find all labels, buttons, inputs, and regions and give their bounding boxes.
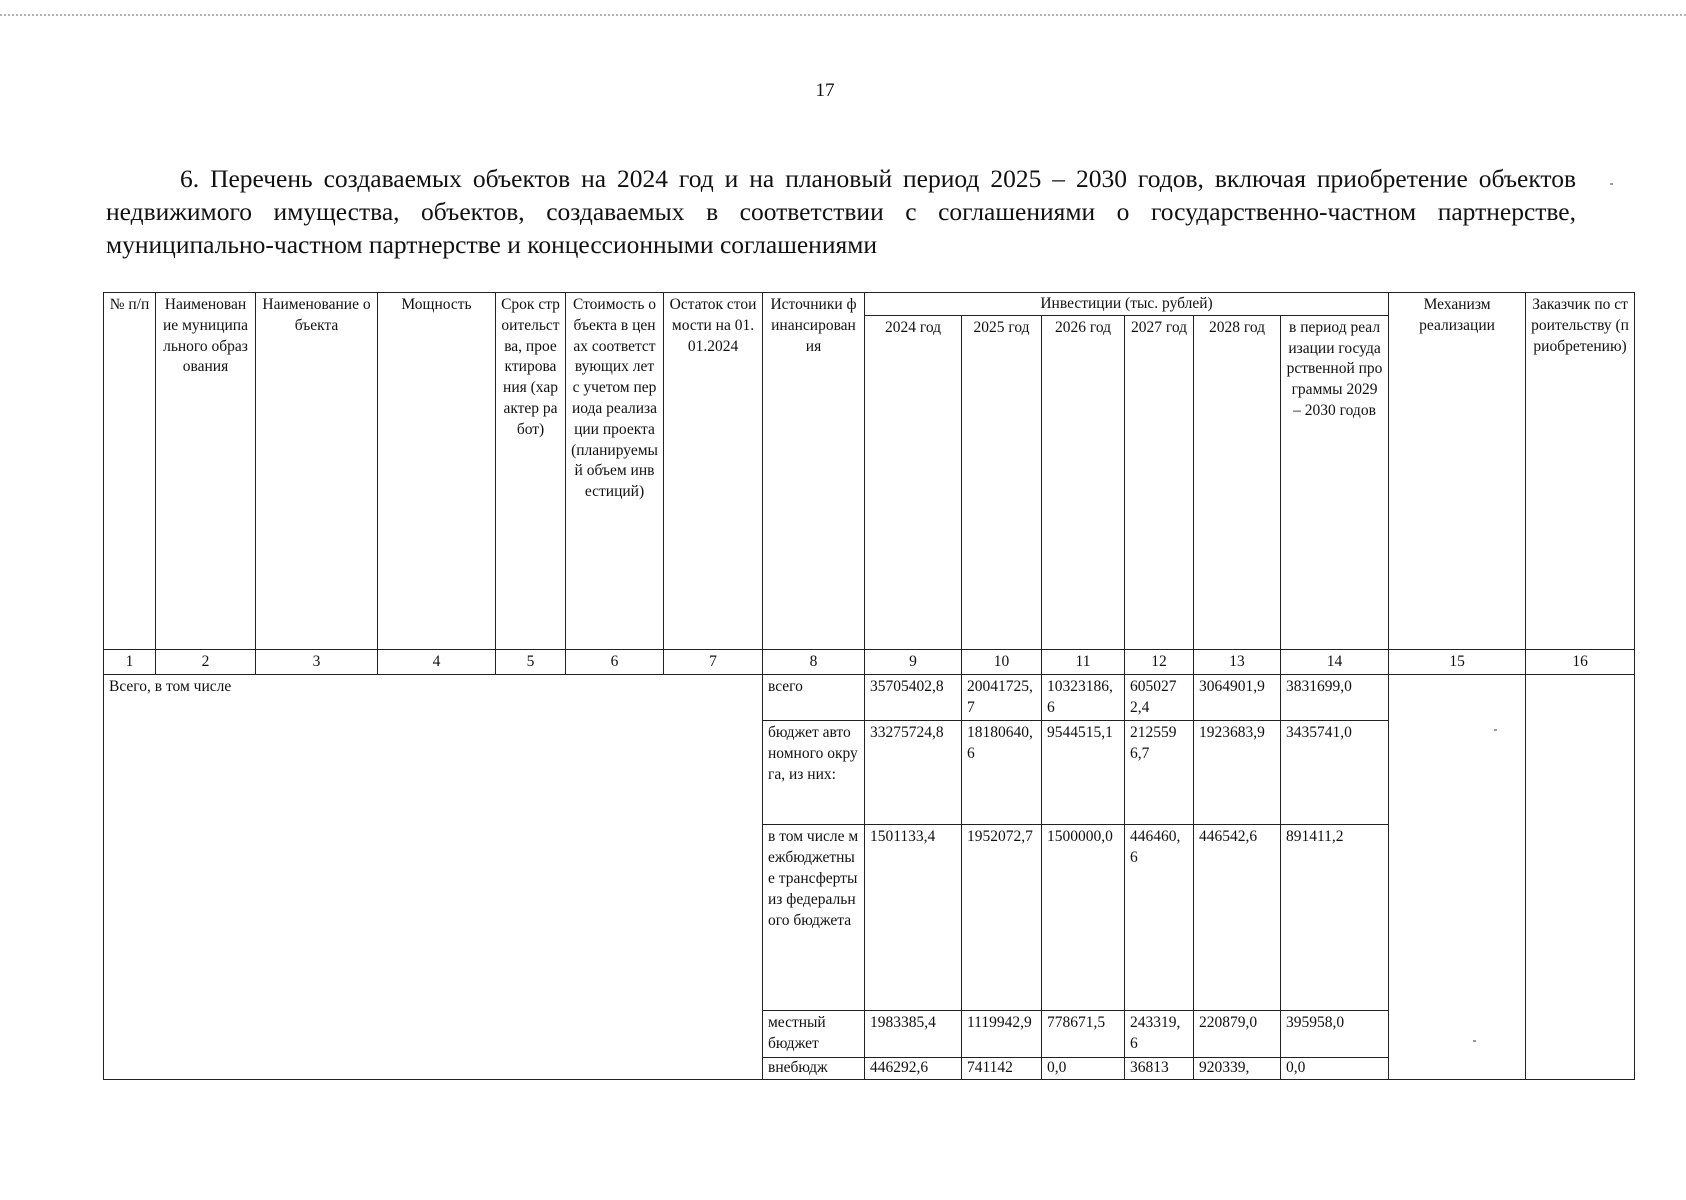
col-number: 2	[156, 649, 256, 674]
value-2026: 9544515,1	[1042, 721, 1125, 825]
source-cell: внебюдж	[763, 1057, 865, 1079]
col-number: 12	[1125, 649, 1194, 674]
value-period: 395958,0	[1281, 1011, 1389, 1058]
value-period: 3435741,0	[1281, 721, 1389, 825]
source-cell: местный бюджет	[763, 1011, 865, 1058]
value-2024: 446292,6	[865, 1057, 962, 1079]
col-number: 3	[256, 649, 378, 674]
mechanism-cell	[1389, 674, 1526, 1079]
col-number: 6	[566, 649, 664, 674]
value-2028: 920339,	[1194, 1057, 1281, 1079]
value-2027: 2125596,7	[1125, 721, 1194, 825]
col-number: 1	[104, 649, 156, 674]
value-2025: 741142	[962, 1057, 1042, 1079]
value-2024: 1501133,4	[865, 825, 962, 1011]
col-number: 11	[1042, 649, 1125, 674]
header-2026: 2026 год	[1042, 315, 1125, 649]
header-2028: 2028 год	[1194, 315, 1281, 649]
col-number: 4	[378, 649, 496, 674]
value-2025: 1119942,9	[962, 1011, 1042, 1058]
value-period: 3831699,0	[1281, 674, 1389, 721]
header-remainder: Остаток стоимости на 01.01.2024	[664, 293, 763, 650]
value-2026: 778671,5	[1042, 1011, 1125, 1058]
header-2025: 2025 год	[962, 315, 1042, 649]
col-number: 15	[1389, 649, 1526, 674]
header-object: Наименование объекта	[256, 293, 378, 650]
source-cell: всего	[763, 674, 865, 721]
customer-cell	[1526, 674, 1635, 1079]
value-2026: 1500000,0	[1042, 825, 1125, 1011]
header-investments: Инвестиции (тыс. рублей)	[865, 293, 1389, 316]
value-2024: 1983385,4	[865, 1011, 962, 1058]
header-customer: Заказчик по строительству (приобретению)	[1526, 293, 1635, 650]
header-2024: 2024 год	[865, 315, 962, 649]
value-2027: 36813	[1125, 1057, 1194, 1079]
col-number: 9	[865, 649, 962, 674]
value-2026: 10323186,6	[1042, 674, 1125, 721]
value-2028: 3064901,9	[1194, 674, 1281, 721]
value-2026: 0,0	[1042, 1057, 1125, 1079]
value-2027: 6050272,4	[1125, 674, 1194, 721]
scan-speck	[1494, 729, 1497, 731]
header-period: в период реализации государственной программы 2029 – 2030 годов	[1281, 315, 1389, 649]
col-number: 16	[1526, 649, 1635, 674]
scan-speck	[1473, 1040, 1476, 1042]
section-heading: 6. Перечень создаваемых объектов на 2024 год и на плановый период 2025 – 2030 годов, включая приобретение объектов недвижимого имущества, объектов, создаваемых в соответствии с соглашениями о государственно-частном партнерстве, муниципально-частном партнерстве и концессионными соглашениями	[106, 164, 1576, 259]
header-source: Источники финансирования	[763, 293, 865, 650]
header-mechanism: Механизм реализации	[1389, 293, 1526, 650]
value-2025: 20041725,7	[962, 674, 1042, 721]
value-2028: 446542,6	[1194, 825, 1281, 1011]
value-2024: 33275724,8	[865, 721, 962, 825]
header-num: № п/п	[104, 293, 156, 650]
scan-edge	[0, 14, 1686, 16]
value-period: 0,0	[1281, 1057, 1389, 1079]
col-number: 7	[664, 649, 763, 674]
header-2027: 2027 год	[1125, 315, 1194, 649]
col-number: 5	[496, 649, 566, 674]
header-municipality: Наименование муниципального образования	[156, 293, 256, 650]
scan-speck	[1610, 183, 1613, 185]
source-cell: бюджет автономного округа, из них:	[763, 721, 865, 825]
col-number: 8	[763, 649, 865, 674]
page-number: 17	[815, 80, 835, 101]
header-term: Срок строительства, проектирования (характер работ)	[496, 293, 566, 650]
value-2028: 220879,0	[1194, 1011, 1281, 1058]
source-cell: в том числе межбюджетные трансферты из федерального бюджета	[763, 825, 865, 1011]
table-row	[104, 674, 1635, 721]
col-number: 10	[962, 649, 1042, 674]
col-number: 14	[1281, 649, 1389, 674]
value-2025: 18180640,6	[962, 721, 1042, 825]
value-period: 891411,2	[1281, 825, 1389, 1011]
value-2027: 243319,6	[1125, 1011, 1194, 1058]
header-row-1	[104, 293, 1635, 316]
value-2025: 1952072,7	[962, 825, 1042, 1011]
total-label: Всего, в том числе	[104, 674, 763, 1079]
value-2027: 446460,6	[1125, 825, 1194, 1011]
column-numbers-row	[104, 649, 1635, 674]
objects-table	[103, 292, 1635, 1080]
value-2024: 35705402,8	[865, 674, 962, 721]
header-capacity: Мощность	[378, 293, 496, 650]
header-cost: Стоимость объекта в ценах соответствующих лет с учетом периода реализации проекта (планируемый объем инвестиций)	[566, 293, 664, 650]
value-2028: 1923683,9	[1194, 721, 1281, 825]
col-number: 13	[1194, 649, 1281, 674]
